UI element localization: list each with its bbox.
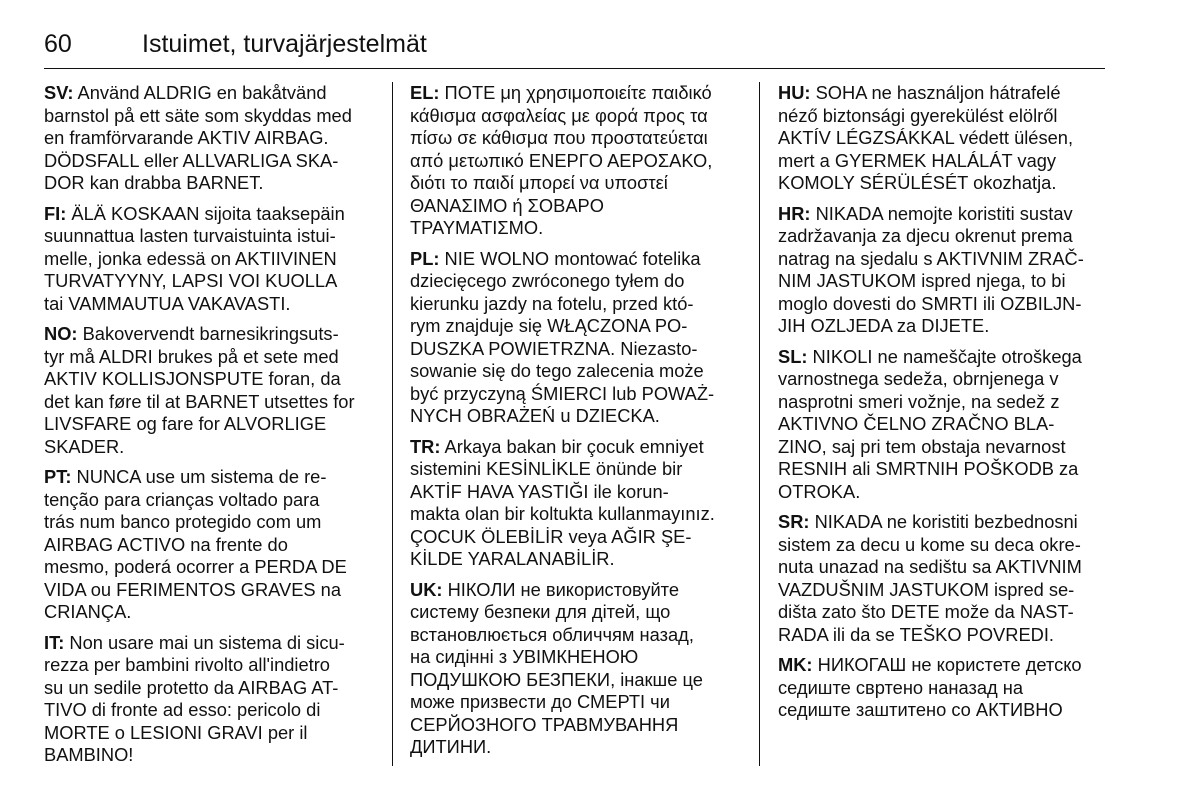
language-code: UK: [410, 578, 443, 600]
language-code: MK: [778, 654, 813, 675]
warning-text: Bakovervendt barnesikringsuts- [77, 323, 339, 344]
warning-line: OTROKA. [778, 480, 861, 502]
warning-line: CRIANÇA. [44, 601, 132, 622]
language-code: EL: [410, 82, 440, 103]
warning-line: ПОДУШКОЮ БЕЗПЕКИ, інакше це [410, 668, 703, 690]
warning-line: być przyczyną ŚMIERCI lub POWAŻ- [410, 382, 715, 404]
warning-line: ZINO, saj pri tem obstaja nevarnost [778, 435, 1066, 457]
warning-line: AKTIV KOLLISJONSPUTE foran, da [44, 368, 341, 389]
warning-line [44, 466, 376, 489]
warning-text: ÄLÄ KOSKAAN sijoita taaksepäin [66, 202, 345, 224]
warning-line: από μετωπικό ΕΝΕΡΓΟ ΑΕΡΟΣΑΚΟ, [410, 149, 713, 171]
column-divider [759, 82, 760, 766]
warning-text: NIKADA ne koristiti bezbednosni [809, 511, 1078, 532]
language-code: IT: [44, 631, 65, 653]
warning-line: su un sedile protetto da AIRBAG AT- [44, 676, 339, 698]
warning-line: rezza per bambini rivolto all'indietro [44, 654, 330, 675]
warning-line: det kan føre til at BARNET utsettes for [44, 390, 355, 412]
page-header [44, 30, 1104, 66]
language-code: NO: [44, 323, 78, 344]
warning-paragraph [410, 436, 742, 571]
warning-line: BAMBINO! [44, 744, 134, 765]
warning-line: може призвести до СМЕРТІ чи [410, 691, 670, 712]
column-3 [778, 82, 1108, 730]
warning-text: Arkaya bakan bir çocuk emniyet [440, 435, 704, 457]
language-code: SL: [778, 345, 808, 367]
warning-line: ДИТИНИ. [410, 736, 492, 757]
warning-line: AKTIVNO ČELNO ZRAČNO BLA- [778, 413, 1055, 434]
column-2 [410, 82, 742, 767]
language-code: FI: [44, 202, 67, 224]
warning-paragraph [410, 579, 742, 759]
warning-line [44, 82, 376, 105]
warning-paragraph [778, 82, 1108, 195]
warning-paragraph [778, 654, 1108, 722]
warning-line: suunnattua lasten turvaistuinta istui- [44, 225, 336, 246]
warning-line: sowanie się do tego zalecenia może [410, 360, 704, 381]
warning-line: седиште свртено наназад на [778, 676, 1024, 698]
warning-line [778, 654, 1108, 677]
warning-line [44, 323, 376, 346]
warning-paragraph [44, 632, 376, 767]
language-code: SR: [778, 511, 810, 532]
language-code: PT: [44, 466, 72, 487]
warning-line: varnostnega sedeža, obrnjenega v [778, 368, 1059, 389]
warning-text: NIKADA nemojte koristiti sustav [810, 202, 1073, 224]
warning-line: πίσω σε κάθισμα που προστατεύεται [410, 127, 708, 148]
warning-line: SKADER. [44, 435, 125, 457]
warning-line: néző biztonsági gyerekülést elölről [778, 104, 1058, 126]
warning-line [410, 82, 742, 105]
warning-line: LIVSFARE og fare for ALVORLIGE [44, 413, 327, 434]
warning-line: dziecięcego zwróconego tyłem do [410, 270, 685, 291]
warning-line: dišta zato što DETE može da NAST- [778, 601, 1074, 622]
column-divider [392, 82, 393, 766]
language-code: TR: [410, 435, 441, 457]
language-code: PL: [410, 247, 440, 269]
warning-line [410, 579, 742, 602]
warning-line: VIDA ou FERIMENTOS GRAVES na [44, 578, 341, 600]
warning-line: DÖDSFALL eller ALLVARLIGA SKA- [44, 149, 339, 171]
warning-line: AIRBAG ACTIVO na frente do [44, 533, 288, 555]
warning-line: DOR kan drabba BARNET. [44, 172, 264, 193]
warning-line: sistem za decu u kome su deca okre- [778, 533, 1081, 555]
warning-line [44, 203, 376, 226]
warning-line: MORTE o LESIONI GRAVI per il [44, 721, 308, 743]
warning-line: на сидінні з УВІМКНЕНОЮ [410, 646, 639, 667]
warning-line: en framförvarande AKTIV AIRBAG. [44, 127, 329, 148]
warning-line: TIVO di fronte ad esso: pericolo di [44, 699, 321, 720]
warning-line: AKTÍV LÉGZSÁKKAL védett ülésen, [778, 127, 1074, 148]
warning-line: rym znajduje się WŁĄCZONA PO- [410, 315, 688, 336]
warning-paragraph [44, 82, 376, 195]
warning-line: RESNIH ali SMRTNIH POŠKODB za [778, 458, 1079, 479]
warning-line: tyr må ALDRI brukes på et sete med [44, 345, 339, 367]
warning-line: ΤΡΑΥΜΑΤΙΣΜΟ. [410, 217, 544, 238]
warning-text: НІКОЛИ не використовуйте [442, 578, 680, 600]
warning-line: VAZDUŠNIM JASTUKOM ispred se- [778, 578, 1075, 600]
warning-line: встановлюється обличчям назад, [410, 623, 694, 645]
warning-line: kierunku jazdy na fotelu, przed któ- [410, 292, 694, 314]
warning-line: natrag na sjedalu s AKTIVNIM ZRAČ- [778, 247, 1084, 269]
warning-line: RADA ili da se TEŠKO POVREDI. [778, 623, 1055, 645]
warning-paragraph [410, 82, 742, 240]
warning-paragraph [778, 346, 1108, 504]
warning-line [778, 82, 1108, 105]
warning-text: Non usare mai un sistema di sicu- [64, 631, 345, 653]
warning-line: TURVATYYNY, LAPSI VOI KUOLLA [44, 270, 338, 291]
warning-line: KOMOLY SÉRÜLÉSÉT okozhatja. [778, 172, 1057, 193]
warning-text: NIE WOLNO montować fotelika [439, 247, 701, 269]
warning-text: NUNCA use um sistema de re- [71, 466, 327, 487]
warning-paragraph [44, 466, 376, 624]
warning-paragraph [44, 323, 376, 458]
warning-line: barnstol på ett säte som skyddas med [44, 104, 352, 126]
warning-line: KİLDE YARALANABİLİR. [410, 548, 615, 569]
warning-line: ΘΑΝΑΣΙΜΟ ή ΣΟΒΑΡΟ [410, 194, 604, 216]
warning-text: NIKOLI ne nameščajte otroškega [807, 345, 1082, 367]
language-code: HU: [778, 82, 811, 103]
warning-line: JIH OZLJEDA za DIJETE. [778, 315, 990, 336]
page-number: 60 [44, 30, 72, 58]
warning-paragraph [778, 203, 1108, 338]
warning-text: SOHA ne használjon hátrafelé [810, 82, 1061, 103]
warning-text: НИКОГАШ не користете детско [812, 654, 1082, 675]
warning-line [44, 632, 376, 655]
warning-line: moglo dovesti do SMRTI ili OZBILJN- [778, 292, 1082, 314]
header-rule [44, 68, 1105, 69]
warning-line: κάθισμα ασφαλείας με φορά προς τα [410, 104, 708, 126]
warning-line: zadržavanja za djecu okrenut prema [778, 225, 1073, 246]
warning-line: NIM JASTUKOM ispred njega, to bi [778, 270, 1066, 291]
warning-line: nuta unazad na sedištu sa AKTIVNIM [778, 556, 1082, 577]
warning-line [778, 511, 1108, 534]
warning-line: DUSZKA POWIETRZNA. Niezasto- [410, 337, 698, 359]
warning-line [778, 346, 1108, 369]
warning-line: διότι το παιδί μπορεί να υποστεί [410, 172, 668, 193]
column-1 [44, 82, 376, 775]
warning-line: nasprotni smeri vožnje, na sedež z [778, 390, 1060, 412]
warning-line: AKTİF HAVA YASTIĞI ile korun- [410, 480, 669, 502]
warning-line: СЕРЙОЗНОГО ТРАВМУВАННЯ [410, 713, 679, 735]
language-code: HR: [778, 202, 811, 224]
warning-line: makta olan bir koltukta kullanmayınız. [410, 503, 715, 524]
warning-line: систему безпеки для дітей, що [410, 601, 671, 622]
warning-line: mesmo, poderá ocorrer a PERDA DE [44, 556, 347, 577]
warning-line [778, 203, 1108, 226]
warning-paragraph [778, 511, 1108, 646]
warning-line: mert a GYERMEK HALÁLÁT vagy [778, 149, 1057, 171]
warning-line: NYCH OBRAŻEŃ u DZIECKA. [410, 405, 660, 426]
warning-line [410, 436, 742, 459]
warning-line: tai VAMMAUTUA VAKAVASTI. [44, 292, 291, 314]
warning-line: tenção para crianças voltado para [44, 488, 320, 510]
warning-text: Använd ALDRIG en bakåtvänd [73, 82, 327, 103]
warning-line: trás num banco protegido com um [44, 511, 322, 532]
warning-paragraph [410, 248, 742, 428]
chapter-title: Istuimet, turvajärjestelmät [142, 30, 427, 58]
warning-line: ÇOCUK ÖLEBİLİR veya AĞIR ŞE- [410, 525, 692, 547]
warning-text: ΠΟΤΕ μη χρησιμοποιείτε παιδικό [439, 82, 712, 103]
warning-line: sistemini KESİNLİKLE önünde bir [410, 458, 683, 479]
warning-line [410, 248, 742, 271]
language-code: SV: [44, 82, 74, 103]
warning-line: седиште заштитено со АКТИВНО [778, 699, 1063, 720]
warning-line: melle, jonka edessä on AKTIIVINEN [44, 247, 337, 269]
warning-paragraph [44, 203, 376, 316]
